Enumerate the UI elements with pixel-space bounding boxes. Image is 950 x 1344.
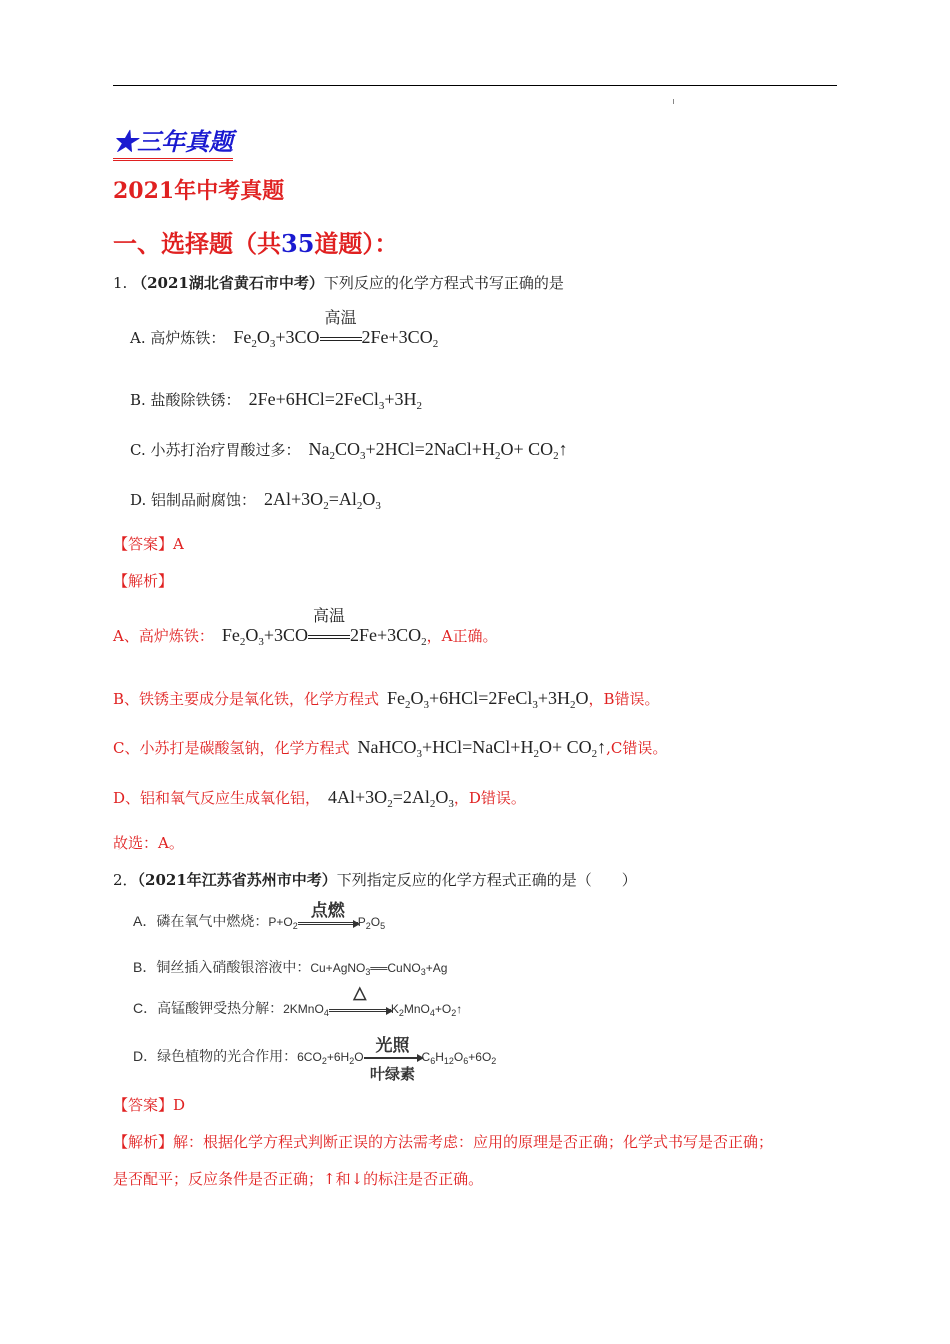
q2-option-b: B．铜丝插入硝酸银溶液中：Cu+AgNO$_3$══CuNO$_3$+Ag bbox=[133, 959, 448, 977]
header-rule bbox=[113, 85, 837, 86]
equation: $Fe_2O_3+3CO$ 高温 $2Fe+3CO_2$ bbox=[233, 310, 439, 350]
q2-analysis-line2: 是否配平；反应条件是否正确；↑和↓的标注是否正确。 bbox=[113, 1170, 484, 1188]
equation: $P+O_2$ 点燃 $P_2O_5$ bbox=[268, 900, 386, 931]
q1-option-d: D. 铝制品耐腐蚀： $2Al+3O_2=Al_2O_3$ bbox=[130, 489, 381, 512]
q1-explanation-b: B、铁锈主要成分是氧化铁，化学方程式 $Fe_2O_3+6HCl=2FeCl_3+3H_2O$，B错误。 bbox=[113, 688, 660, 711]
equation: $Fe_2O_3+6HCl=2FeCl_3+3H_2O$ bbox=[387, 688, 589, 711]
equation: $2Al+3O_2=Al_2O_3$ bbox=[264, 489, 381, 512]
q2-answer: 【答案】D bbox=[113, 1096, 186, 1114]
q2-option-d: D．绿色植物的光合作用：$6CO_2+6H_2O$ 光照 叶绿素 $C_6H_{12}O_6+6O_2$ bbox=[133, 1035, 497, 1083]
equation: $4Al+3O_2=2Al_2O_3$ bbox=[328, 787, 454, 810]
q1-explanation-a: A、高炉炼铁： $Fe_2O_3+3CO$ 高温 $2Fe+3CO_2$，A正确。 bbox=[113, 608, 498, 648]
q2-option-c: C．高锰酸钾受热分解：2KMnO$_4$ △ $K_2MnO_4+O_2↑$ bbox=[133, 982, 463, 1018]
equation: $NaHCO_3+HCl=NaCl+H_2O+$ $CO_2↑$ bbox=[357, 737, 607, 760]
equation: $2Fe+6HCl=2FeCl_3+3H_2$ bbox=[248, 389, 423, 412]
equation: $Fe_2O_3+3CO$ 高温 $2Fe+3CO_2$ bbox=[221, 608, 427, 648]
q1-option-c: C. 小苏打治疗胃酸过多： $Na_2CO_3+2HCl=2NaCl+H_2O+$ $CO_2↑$ bbox=[130, 439, 568, 462]
q1-analysis-title: 【解析】 bbox=[113, 572, 174, 590]
equation: $6CO_2+6H_2O$ 光照 叶绿素 $C_6H_{12}O_6+6O_2$ bbox=[297, 1035, 497, 1083]
q1-option-b: B. 盐酸除铁锈： $2Fe+6HCl=2FeCl_3+3H_2$ bbox=[130, 389, 423, 412]
equation: 2KMnO$_4$ △ $K_2MnO_4+O_2↑$ bbox=[283, 982, 463, 1018]
section-title: 一、选择题（共35道题）： bbox=[113, 229, 399, 258]
star-title: ★三年真题 bbox=[113, 122, 233, 161]
q1-explanation-c: C、小苏打是碳酸氢钠，化学方程式 $NaHCO_3+HCl=NaCl+H_2O+$ $CO_2↑,C$错误。 bbox=[113, 737, 668, 760]
header-tick bbox=[673, 99, 674, 104]
year-title: 2021年中考真题 bbox=[113, 178, 285, 204]
q1-conclusion: 故选：A。 bbox=[113, 834, 184, 852]
q1-answer: 【答案】A bbox=[113, 535, 184, 553]
q1-stem: 1. （2021湖北省黄石市中考）下列反应的化学方程式书写正确的是 bbox=[113, 274, 564, 292]
q1-option-a: A. 高炉炼铁： $Fe_2O_3+3CO$ 高温 $2Fe+3CO_2$ bbox=[130, 310, 439, 350]
q2-analysis-line1: 【解析】解：根据化学方程式判断正误的方法需考虑：应用的原理是否正确；化学式书写是否正确； bbox=[113, 1133, 774, 1151]
q2-stem: 2．（2021年江苏省苏州市中考）下列指定反应的化学方程式正确的是（ ） bbox=[113, 871, 637, 889]
equation: $Na_2CO_3+2HCl=2NaCl+H_2O+$ $CO_2↑$ bbox=[308, 439, 568, 462]
q2-option-a: A．磷在氧气中燃烧：$P+O_2$ 点燃 $P_2O_5$ bbox=[133, 900, 386, 931]
q1-explanation-d: D、铝和氧气反应生成氧化铝， $4Al+3O_2=2Al_2O_3$，D错误。 bbox=[113, 787, 526, 810]
equation: Cu+AgNO$_3$══CuNO$_3$+Ag bbox=[310, 961, 448, 977]
